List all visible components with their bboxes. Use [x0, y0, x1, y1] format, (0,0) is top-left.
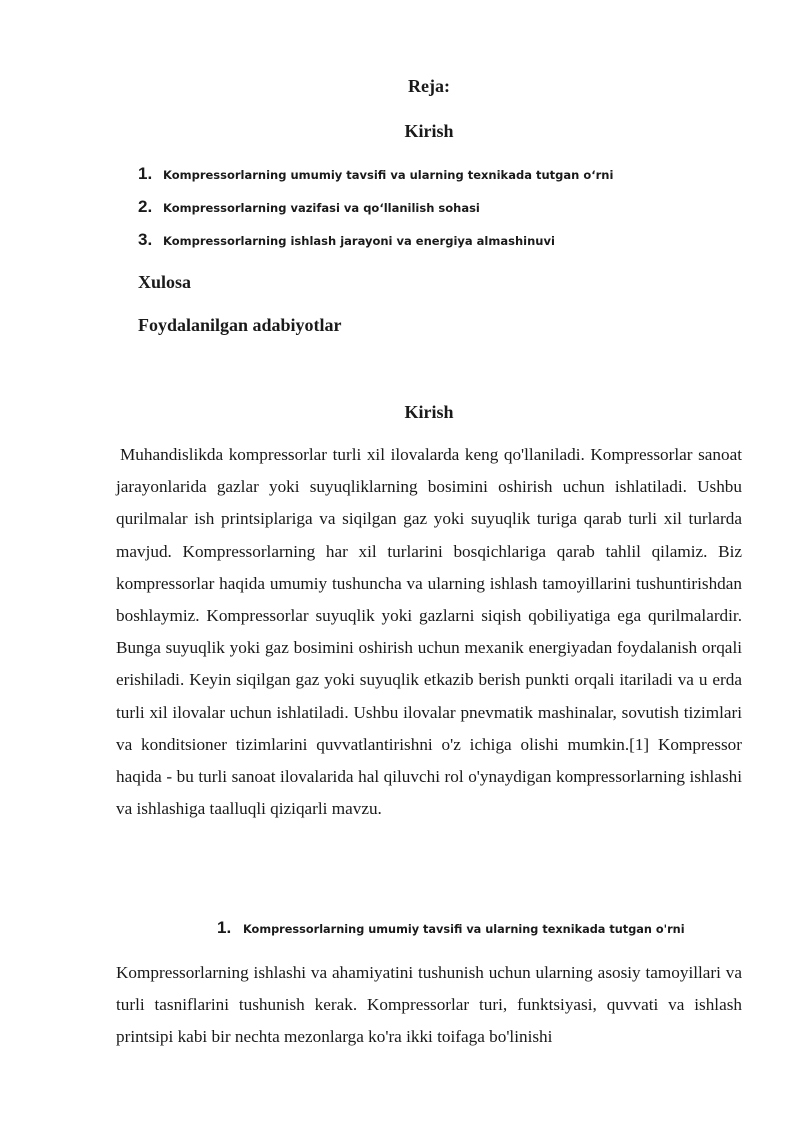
plan-item — [138, 164, 613, 197]
section1-heading — [217, 918, 685, 938]
plan-intro-heading: Kirish — [404, 121, 454, 141]
plan-list — [138, 164, 613, 263]
plan-item-number: 3. — [138, 230, 153, 249]
intro-heading: Kirish — [404, 402, 454, 422]
intro-paragraph: Muhandislikda kompressorlar turli xil ilovalarda keng qo'llaniladi. Kompressorlar sanoat jarayonlarida gazlar yoki suyuqliklarning bosimini oshirish uchun ishlatiladi. Ushbu qurilmalar ish printsiplariga va siqilgan gaz yoki suyuqlik turiga qarab turli xil turlarda mavjud. Kompressorlarning har xil turlarini bosqichlariga qarab tahlil qilamiz. Biz kompressorlar haqida umumiy tushuncha va ularning ishlash tamoyillarini tushuntirishdan boshlaymiz. Kompressorlar suyuqlik yoki gazlarni siqish qobiliyatiga ega qurilmalardir. Bunga suyuqlik yoki gaz bosimini oshirish uchun mexanik energiyadan foydalanish orqali erishiladi. Keyin siqilgan gaz yoki suyuqlik etkazib berish punkti orqali itariladi va u erda turli xil ilovalar uchun ishlatiladi. Ushbu ilovalar pnevmatik mashinalar, sovutish tizimlari va konditsioner tizimlarini quvvatlantirishni o'z ichiga olishi mumkin.[1] Kompressor haqida - bu turli sanoat ilovalarida hal qiluvchi rol o'ynaydigan kompressorlarning ishlashi va ishlashiga taalluqli qiziqarli mavzu. — [116, 445, 742, 819]
plan-title: Reja: — [408, 76, 450, 96]
plan-conclusion: Xulosa — [138, 272, 192, 292]
plan-item-text: Kompressorlarning umumiy tavsifi va ularning texnikada tutgan o‘rni — [163, 168, 614, 182]
section1-paragraph: Kompressorlarning ishlashi va ahamiyatini tushunish uchun ularning asosiy tamoyillari va turli tasniflarini tushunish kerak. Kompressorlar turi, funktsiyasi, quvvati va ishlash printsipi kabi bir nechta mezonlarga ko'ra ikki toifaga bo'linishi — [116, 963, 742, 1047]
section1-title: Kompressorlarning umumiy tavsifi va ularning texnikada tutgan o'rni — [243, 923, 685, 936]
plan-item-text: Kompressorlarning ishlash jarayoni va energiya almashinuvi — [163, 234, 555, 248]
plan-item-number: 1. — [138, 164, 153, 183]
plan-item — [138, 197, 613, 230]
plan-references: Foydalanilgan adabiyotlar — [138, 315, 342, 335]
plan-item-number: 2. — [138, 197, 153, 216]
plan-item — [138, 230, 613, 263]
plan-item-text: Kompressorlarning vazifasi va qo‘llanilish sohasi — [163, 201, 480, 215]
section1-number: 1. — [217, 918, 232, 937]
